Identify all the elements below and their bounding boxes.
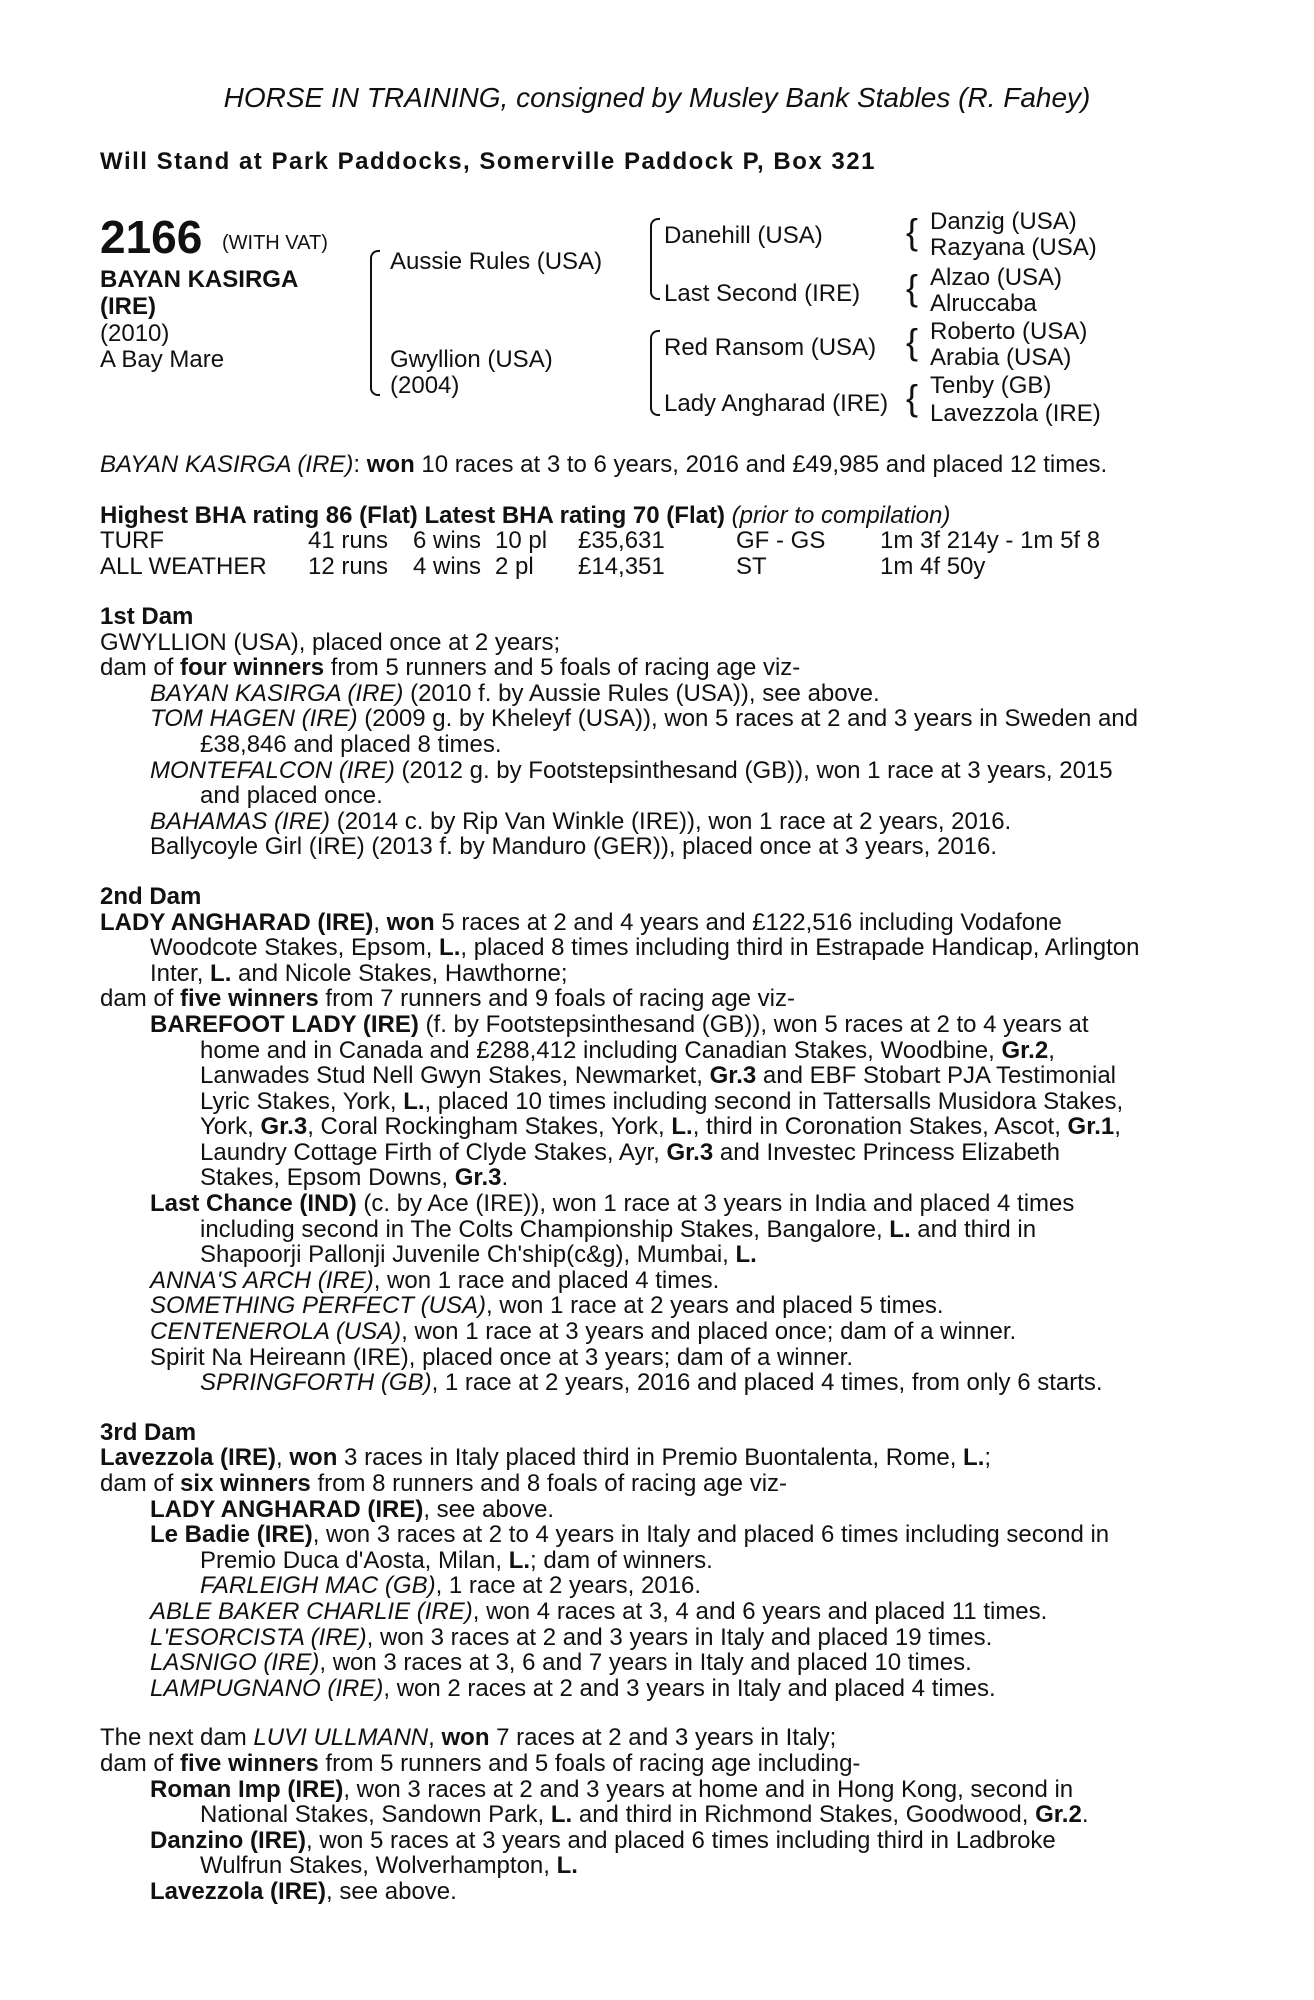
- foaling-year: (2010): [100, 320, 170, 347]
- horse-name-country: (IRE): [100, 293, 156, 320]
- pedigree-sire: Aussie Rules (USA): [390, 248, 603, 275]
- pedigree-sd1: Alzao (USA): [930, 264, 1063, 291]
- race-summary: BAYAN KASIRGA (IRE): won 10 races at 3 to 6 years, 2016 and £49,985 and placed 12 times.: [100, 451, 1108, 478]
- pedigree-sire-dam: Last Second (IRE): [664, 280, 861, 307]
- produce-record: 1st Dam GWYLLION (USA), placed once at 2 years; dam of four winners from 5 runners and 5 foals of racing age viz- BAYAN KASIRGA (IRE) (2010 f. by Aussie Rules (USA)), see above. TOM HAGEN (IRE) (2009 g. by Kheleyf (USA)), won 5 races at 2 and 3 years in Sweden and £38,846 and placed 8 times. MONTEFALCON (IRE) (2012 g. by Footstepsinthesand (GB)), won 1 race at 3 years, 2015 and placed once. BAHAMAS (IRE) (2014 c. by Rip Van Winkle (IRE)), won 1 race at 2 years, 2016. Ballycoyle Girl (IRE) (2013 f. by Manduro (GER)), placed once at 3 years, 2016. 2nd Dam LADY ANGHARAD (IRE), won 5 races at 2 and 4 years and £122,516 including Vodafone Woodcote Stakes, Epsom, L., placed 8 times including third in Estrapade Handicap, Arlington Inter, L. and Nicole Stakes, Hawthorne; dam of five winners from 7 runners and 9 foals of racing age viz- BAREFOOT LADY (IRE) (f. by Footstepsinthesand (GB)), won 5 races at 2 to 4 years at home and in Canada and £288,412 including Canadian Stakes, Woodbine, Gr.2, Lanwades Stud Nell Gwyn Stakes, Newmarket, Gr.3 and EBF Stobart PJA Testimonial Lyric Stakes, York, L., placed 10 times including second in Tattersalls Musidora Stakes, York, Gr.3, Coral Rockingham Stakes, York, L., third in Coronation Stakes, Ascot, Gr.1, Laundry Cottage Firth of Clyde Stakes, Ayr, Gr.3 and Investec Princess Elizabeth Stakes, Epsom Downs, Gr.3. Last Chance (IND) (c. by Ace (IRE)), won 1 race at 3 years in India and placed 4 times including second in The Colts Championship Stakes, Bangalore, L. and third in Shapoorji Pallonji Juvenile Ch'ship(c&g), Mumbai, L. ANNA'S ARCH (IRE), won 1 race and placed 4 times. SOMETHING PERFECT (USA), won 1 race at 2 years and placed 5 times. CENTENEROLA (USA), won 1 race at 3 years and placed once; dam of a winner. Spirit Na Heireann (IRE), placed once at 3 years; dam of a winner. SPRINGFORTH (GB), 1 race at 2 years, 2016 and placed 4 times, from only 6 starts. 3rd Dam Lavezzola (IRE), won 3 races in Italy placed third in Premio Buontalenta, Rome, L.; dam of six winners from 8 runners and 8 foals of racing age viz- LADY ANGHARAD (IRE), see above. Le Badie (IRE), won 3 races at 2 to 4 years in Italy and placed 6 times including second in Premio Duca d'Aosta, Milan, L.; dam of winners. FARLEIGH MAC (GB), 1 race at 2 years, 2016. ABLE BAKER CHARLIE (IRE), won 4 races at 3, 4 and 6 years and placed 11 times. L'ESORCISTA (IRE), won 3 races at 2 and 3 years in Italy and placed 19 times. LASNIGO (IRE), won 3 races at 3, 6 and 7 years in Italy and placed 10 times. LAMPUGNANO (IRE), won 2 races at 2 and 3 years in Italy and placed 4 times. The next dam LUVI ULLMANN, won 7 races at 2 and 3 years in Italy; dam of five winners from 5 runners and 5 foals of racing age including- Roman Imp (IRE), won 3 races at 2 and 3 years at home and in Hong Kong, second in National Stakes, Sandown Park, L. and third in Richmond Stakes, Goodwood, Gr.2. Danzino (IRE), won 5 races at 3 years and placed 6 times including third in Ladbroke Wulfrun Stakes, Wolverhampton, L. Lavezzola (IRE), see above.: [100, 604, 1214, 1905]
- vat-note: (WITH VAT): [222, 232, 328, 254]
- pedigree-dam: Gwyllion (USA): [390, 346, 553, 373]
- next-dam: The next dam LUVI ULLMANN, won 7 races at 2 and 3 years in Italy;: [100, 1724, 837, 1752]
- pedigree-dd1: Tenby (GB): [930, 372, 1052, 399]
- catalogue-page: HORSE IN TRAINING, consigned by Musley Bank Stables (R. Fahey) Will Stand at Park Paddocks, Somerville Paddock P, Box 321 2166 (WITH VAT) BAYAN KASIRGA (IRE) (2010) A Bay Mare Aussie Rules (USA) Gwyllion (USA) (2004) Danehill (USA) Last Second (IRE) Red Ransom (USA) Lady Angharad (IRE) { Danzig (USA) Razyana (USA) { Alzao (USA) Alruccaba { Roberto (USA) Arabia (USA) { Tenby (GB) Lavezzola (IRE) BAYAN KASIRGA (IRE): won 10 races at 3 to 6 years, 2016 and £49,985 and placed 12 times. Highest BHA rating 86 (Flat) Latest BHA rating 70 (Flat) (prior to compilation) TURF 41 runs 6 wins 10 pl £35,631 GF - GS 1m 3f 214y - 1m 5f 8 ALL WEATHER 12 runs 4 wins 2 pl £14,351 ST 1m 4f 50y 1st Dam GWYLLION (USA), placed once at 2 years; dam of four winners from 5 runners and 5 foals of racing age viz- BAYAN KASIRGA (IRE) (2010 f. by Aussie Rules (USA)), see above. TOM HAGEN (IRE) (2009 g. by Kheleyf (USA)), won 5 races at 2 and 3 years in Sweden and £38,846 and placed 8 times. MONTEFALCON (IRE) (2012 g. by Footstepsinthesand (GB)), won 1 race at 3 years, 2015 and placed once. BAHAMAS (IRE) (2014 c. by Rip Van Winkle (IRE)), won 1 race at 2 years, 2016. Ballycoyle Girl (IRE) (2013 f. by Manduro (GER)), placed once at 3 years, 2016. 2nd Dam LADY ANGHARAD (IRE), won 5 races at 2 and 4 years and £122,516 including Vodafone Woodcote Stakes, Epsom, L., placed 8 times including third in Estrapade Handicap, Arlington Inter, L. and Nicole Stakes, Hawthorne; dam of five winners from 7 runners and 9 foals of racing age viz- BAREFOOT LADY (IRE) (f. by Footstepsinthesand (GB)), won 5 races at 2 to 4 years at home and in Canada and £288,412 including Canadian Stakes, Woodbine, Gr.2, Lanwades Stud Nell Gwyn Stakes, Newmarket, Gr.3 and EBF Stobart PJA Testimonial Lyric Stakes, York, L., placed 10 times including second in Tattersalls Musidora Stakes, York, Gr.3, Coral Rockingham Stakes, York, L., third in Coronation Stakes, Ascot, Gr.1, Laundry Cottage Firth of Clyde Stakes, Ayr, Gr.3 and Investec Princess Elizabeth Stakes, Epsom Downs, Gr.3. Last Chance (IND) (c. by Ace (IRE)), won 1 race at 3 years in India and placed 4 times including second in The Colts Championship Stakes, Bangalore, L. and third in Shapoorji Pallonji Juvenile Ch'ship(c&g), Mumbai, L. ANNA'S ARCH (IRE), won 1 race and placed 4 times. SOMETHING PERFECT (USA), won 1 race at 2 years and placed 5 times. CENTENEROLA (USA), won 1 race at 3 years and placed once; dam of a winner. Spirit Na Heireann (IRE), placed once at 3 years; dam of a winner. SPRINGFORTH (GB), 1 race at 2 years, 2016 and placed 4 times, from only 6 starts. 3rd Dam Lavezzola (IRE), won 3 races in Italy placed third in Premio Buontalenta, Rome, L.; dam of six winners from 8 runners and 8 foals of racing age viz- LADY ANGHARAD (IRE), see above. Le Badie (IRE), won 3 races at 2 to 4 years in Italy and placed 6 times including second in Premio Duca d'Aosta, Milan, L.; dam of winners. FARLEIGH MAC (GB), 1 race at 2 years, 2016. ABLE BAKER CHARLIE (IRE), won 4 races at 3, 4 and 6 years and placed 11 times. L'ESORCISTA (IRE), won 3 races at 2 and 3 years in Italy and placed 19 times. LASNIGO (IRE), won 3 races at 3, 6 and 7 years in Italy and placed 10 times. LAMPUGNANO (IRE), won 2 races at 2 and 3 years in Italy and placed 4 times. The next dam LUVI ULLMANN, won 7 races at 2 and 3 years in Italy; dam of five winners from 5 runners and 5 foals of racing age including- Roman Imp (IRE), won 3 races at 2 and 3 years at home and in Hong Kong, second in National Stakes, Sandown Park, L. and third in Richmond Stakes, Goodwood, Gr.2. Danzino (IRE), won 5 races at 3 years and placed 6 times including third in Ladbroke Wulfrun Stakes, Wolverhampton, L. Lavezzola (IRE), see above.: [0, 0, 1314, 2000]
- pedigree-ss1: Danzig (USA): [930, 208, 1077, 235]
- first-dam-title: 1st Dam: [100, 603, 194, 630]
- pedigree-dam-year: (2004): [390, 372, 460, 399]
- brace-sire-line: [650, 218, 660, 300]
- pedigree-ss2: Razyana (USA): [930, 234, 1097, 261]
- pedigree-sd2: Alruccaba: [930, 290, 1037, 317]
- ratings-row-turf: TURF 41 runs 6 wins 10 pl £35,631 GF - GS 1m 3f 214y - 1m 5f 8: [100, 527, 1101, 554]
- second-dam-title: 2nd Dam: [100, 882, 202, 910]
- third-dam-title: 3rd Dam: [100, 1418, 197, 1446]
- stand-location: Will Stand at Park Paddocks, Somerville Paddock P, Box 321: [100, 148, 876, 175]
- lot-number: 2166: [100, 211, 203, 263]
- pedigree-ds2: Arabia (USA): [930, 344, 1072, 371]
- brace-sire-dam: [370, 250, 380, 396]
- pedigree-dam-sire: Red Ransom (USA): [664, 334, 877, 361]
- horse-description: A Bay Mare: [100, 346, 225, 373]
- pedigree-dd2: Lavezzola (IRE): [930, 400, 1101, 427]
- ratings-table: [100, 528, 1214, 580]
- brace-dam-line: [650, 330, 660, 416]
- bha-ratings: Highest BHA rating 86 (Flat) Latest BHA rating 70 (Flat) (prior to compilation): [100, 502, 951, 529]
- pedigree-ds1: Roberto (USA): [930, 318, 1088, 345]
- pedigree-sire-sire: Danehill (USA): [664, 222, 823, 249]
- pedigree-dam-dam: Lady Angharad (IRE): [664, 390, 889, 417]
- ratings-row-all-weather: ALL WEATHER 12 runs 4 wins 2 pl £14,351 ST 1m 4f 50y: [100, 553, 986, 580]
- consignor-heading: HORSE IN TRAINING, consigned by Musley Bank Stables (R. Fahey): [223, 82, 1091, 113]
- horse-name: BAYAN KASIRGA: [100, 266, 299, 293]
